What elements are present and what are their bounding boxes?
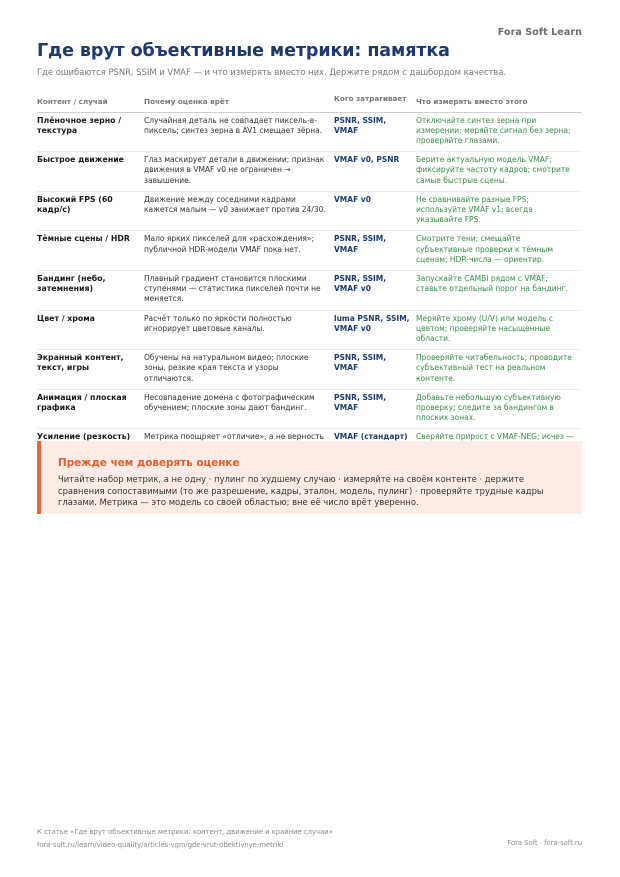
row-why: Случайная деталь не совпадает пиксель-в-пиксель; синтез зерна в AV1 смещает зёрна. xyxy=(144,112,334,152)
header-case: Контент / случай xyxy=(37,96,144,112)
callout-box xyxy=(37,441,582,514)
row-case: Быстрое движение xyxy=(37,152,144,192)
row-who: PSNR, SSIM, VMAF v0 xyxy=(334,270,416,310)
metrics-table xyxy=(37,96,582,459)
row-who: PSNR, SSIM, VMAF xyxy=(334,350,416,390)
row-why: Движение между соседними кадрами кажется малым — v0 занижает против 24/30. xyxy=(144,191,334,231)
table-row xyxy=(37,310,582,350)
table-row xyxy=(37,389,582,429)
footer-left xyxy=(37,826,333,852)
row-who: PSNR, SSIM, VMAF xyxy=(334,231,416,271)
row-who: VMAF (стандарт) xyxy=(334,429,416,458)
header-instead: Что измерять вместо этого xyxy=(416,96,582,112)
callout-text: Читайте набор метрик, а не одну · пулинг по худшему случаю · измеряйте на своём контенте · держите сравнения сопоставимыми (то же разрешение, кадры, эталон, модель, пулинг) · проверяйте трудные кадры глазами. Метрика — это модель со своей областью; вне её число врёт уверенно. xyxy=(58,474,544,508)
row-why: Метрика поощряет «отличие», а не верность xyxy=(144,429,334,458)
footer-article-ref: К статье «Где врут объективные метрики: контент, движение и крайние случаи» xyxy=(37,828,333,836)
row-instead: Не сравнивайте разные FPS; используйте VMAF v1; всегда указывайте FPS. xyxy=(416,191,582,231)
footer-url: fora-soft.ru/learn/video-quality/articles-vqm/gde-vrut-obektivnye-metriki xyxy=(37,841,284,849)
row-case: Плёночное зерно / текстура xyxy=(37,112,144,152)
row-instead: Запускайте CAMBI рядом с VMAF; ставьте отдельный порог на бандинг. xyxy=(416,270,582,310)
row-case: Бандинг (небо, затемнения) xyxy=(37,270,144,310)
row-why: Расчёт только по яркости полностью игнорирует цветовые каналы. xyxy=(144,310,334,350)
callout-title: Прежде чем доверять оценке xyxy=(58,457,240,469)
row-instead: Проверяйте читабельность; проводите субъективный тест на реальном контенте. xyxy=(416,350,582,390)
row-why: Мало ярких пикселей для «расхождения»; публичной HDR-модели VMAF пока нет. xyxy=(144,231,334,271)
row-why: Обучены на натуральном видео; плоские зоны, резкие края текста и узоры отличаются. xyxy=(144,350,334,390)
brand-label: Fora Soft Learn xyxy=(497,27,582,38)
table-row xyxy=(37,270,582,310)
page-title: Где врут объективные метрики: памятка xyxy=(37,41,450,61)
row-why: Глаз маскирует детали в движении; признак движения в VMAF v0 не ограничен → завышение. xyxy=(144,152,334,192)
row-who: VMAF v0 xyxy=(334,191,416,231)
row-case: Тёмные сцены / HDR xyxy=(37,231,144,271)
row-who: VMAF v0, PSNR xyxy=(334,152,416,192)
row-case: Экранный контент, текст, игры xyxy=(37,350,144,390)
table-row xyxy=(37,112,582,152)
row-who: PSNR, SSIM, VMAF xyxy=(334,112,416,152)
row-instead: Отключайте синтез зерна при измерении; меряйте сигнал без зерна; проверяйте глазами. xyxy=(416,112,582,152)
header-who-label: Кого затрагивает xyxy=(334,94,407,103)
row-instead: Меряйте хрому (U/V) или модель с цветом; проверяйте насыщенные области. xyxy=(416,310,582,350)
table-header-row xyxy=(37,96,582,112)
row-who: luma PSNR, SSIM, VMAF v0 xyxy=(334,310,416,350)
table-row xyxy=(37,152,582,192)
row-instead: Сверяйте прирост с VMAF-NEG; исчез — xyxy=(416,429,582,458)
row-why: Несовпадение домена с фотографическим обучением; плоские зоны дают бандинг. xyxy=(144,389,334,429)
row-case: Высокий FPS (60 кадр/с) xyxy=(37,191,144,231)
page-subtitle: Где ошибаются PSNR, SSIM и VMAF — и что измерять вместо них. Держите рядом с дашбордом качества. xyxy=(37,67,507,77)
row-instead: Смотрите тени; смещайте субъективные проверки к тёмным сценам; HDR-числа — ориентир. xyxy=(416,231,582,271)
row-case: Анимация / плоская графика xyxy=(37,389,144,429)
table-row xyxy=(37,350,582,390)
header-who xyxy=(334,96,416,112)
row-case: Усиление (резкость) xyxy=(37,429,144,458)
header-why: Почему оценка врёт xyxy=(144,96,334,112)
row-instead: Берите актуальную модель VMAF; фиксируйте частоту кадров; смотрите самые быстрые сцены. xyxy=(416,152,582,192)
row-who: PSNR, SSIM, VMAF xyxy=(334,389,416,429)
footer-right: Fora Soft · fora-soft.ru xyxy=(507,839,582,847)
table-row xyxy=(37,231,582,271)
row-case: Цвет / хрома xyxy=(37,310,144,350)
row-instead: Добавьте небольшую субъективную проверку; следите за бандингом в плоских зонах. xyxy=(416,389,582,429)
row-why: Плавный градиент становится плоскими ступенями — статистика пикселей почти не меняется. xyxy=(144,270,334,310)
table-row xyxy=(37,191,582,231)
